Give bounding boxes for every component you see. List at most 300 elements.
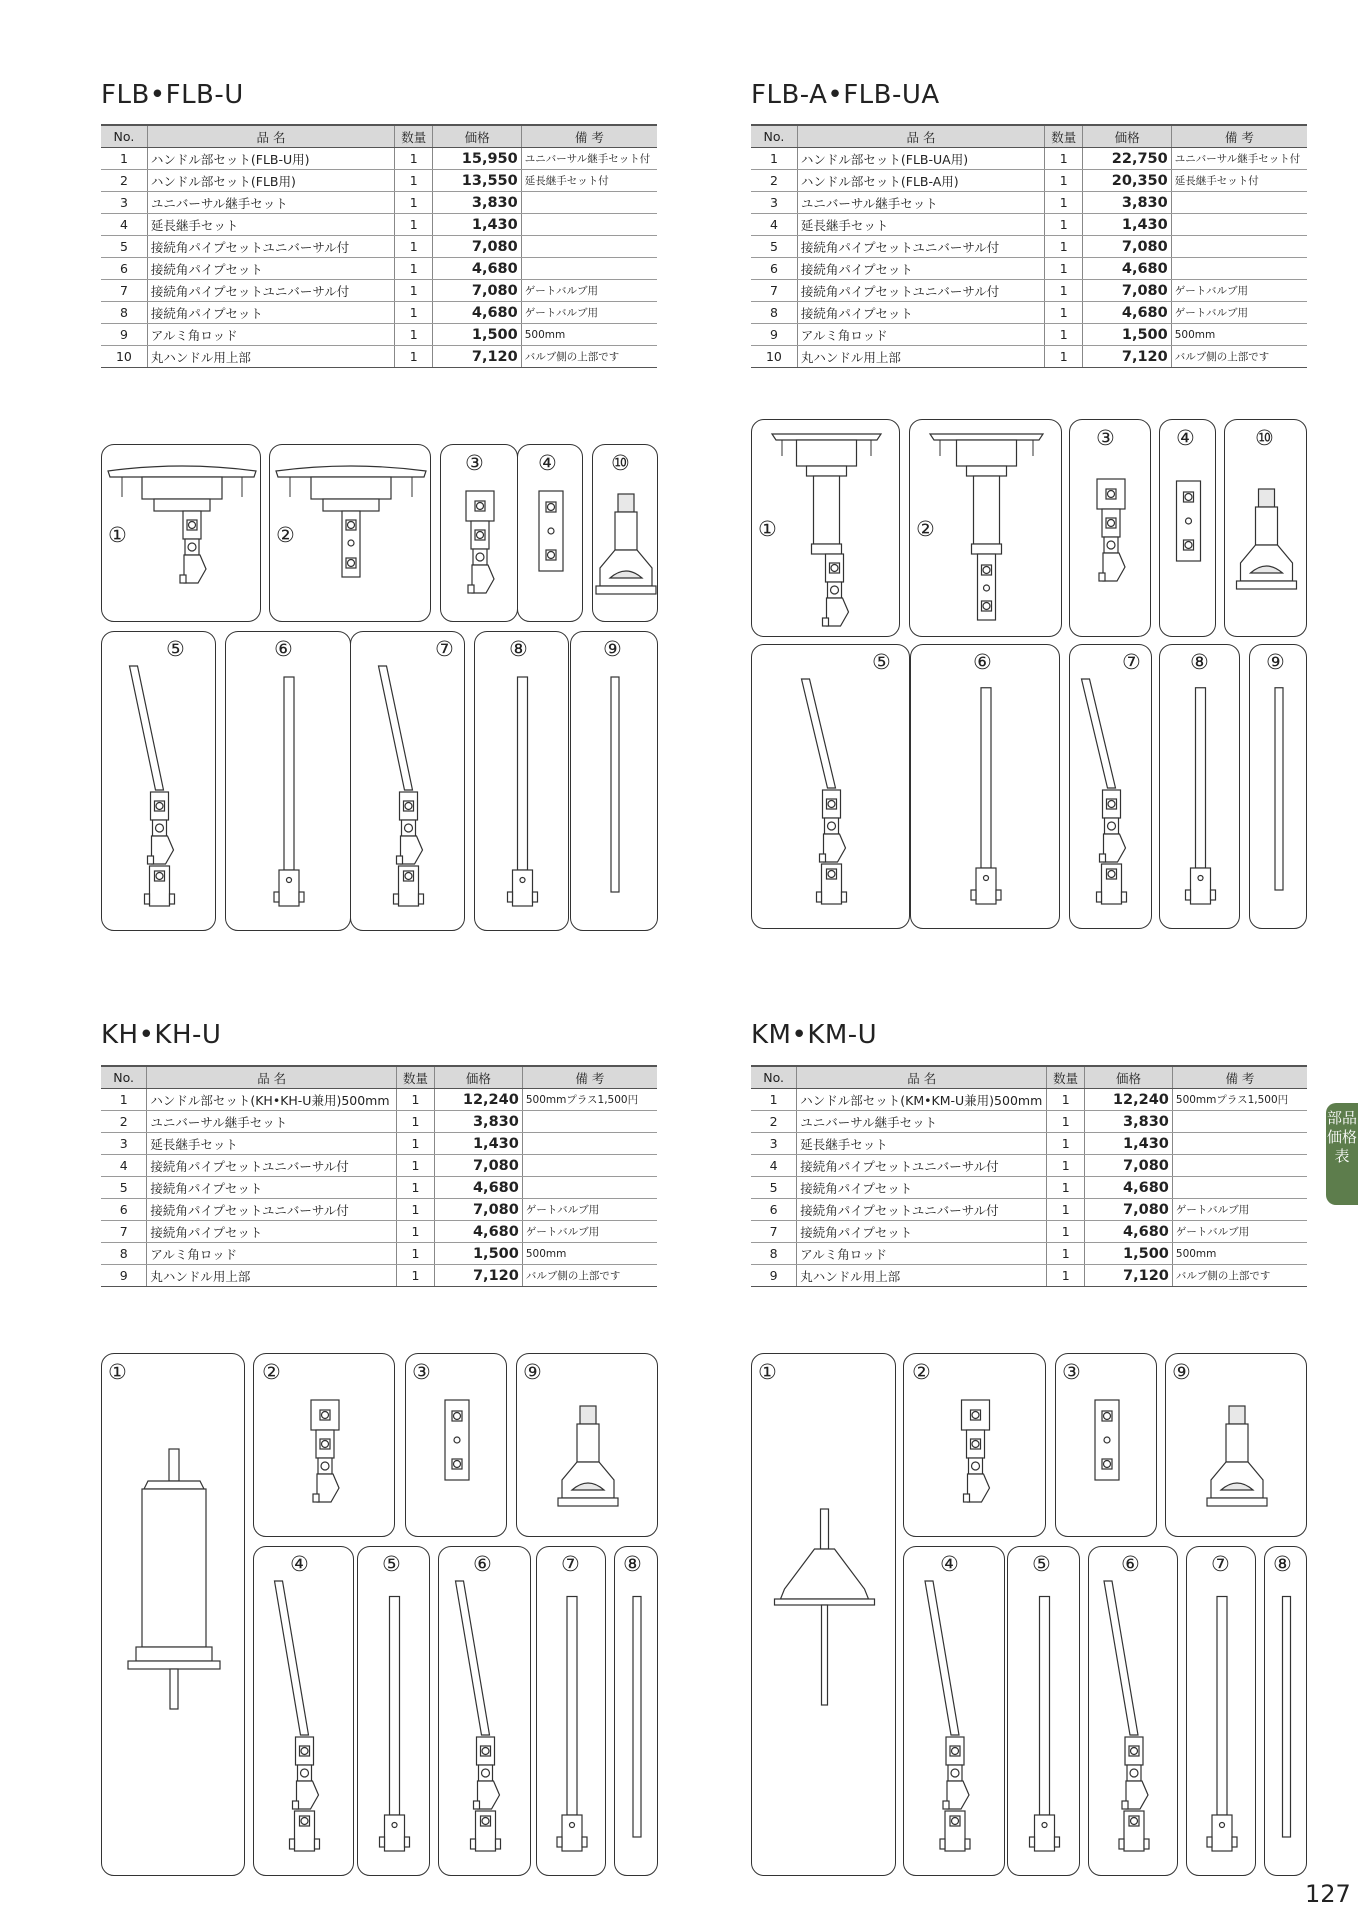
cell-price: 7,120	[1085, 1265, 1173, 1287]
cell-name: 接続角パイプセットユニバーサル付	[797, 1155, 1047, 1177]
cell-note	[1172, 1177, 1307, 1199]
part-number-label: ②	[276, 523, 295, 547]
part-number-label: ④	[1176, 426, 1195, 450]
part-number-label: ①	[108, 523, 127, 547]
cell-qty: 1	[1047, 1265, 1085, 1287]
cell-no: 9	[101, 324, 147, 346]
part-number-label: ⑦	[561, 1552, 580, 1576]
cell-name: ユニバーサル継手セット	[797, 1111, 1047, 1133]
cell-price: 1,500	[1083, 324, 1171, 346]
cell-qty: 1	[1047, 1243, 1085, 1265]
part-number-label: ⑥	[1121, 1552, 1140, 1576]
cell-price: 7,080	[435, 1199, 523, 1221]
cell-price: 1,430	[1083, 214, 1171, 236]
panel-part-10	[592, 444, 658, 622]
cell-name: アルミ角ロッド	[797, 324, 1044, 346]
column-header-no: No.	[751, 125, 797, 148]
table-row	[101, 346, 657, 368]
table-header	[751, 1066, 1307, 1089]
part-number-label: ④	[538, 451, 557, 475]
valve-top-drawing	[1225, 420, 1307, 637]
cell-note	[521, 214, 657, 236]
table-header	[751, 125, 1307, 148]
cell-no: 3	[751, 1133, 797, 1155]
handle-set-drawing	[752, 1354, 896, 1876]
cell-no: 6	[101, 1199, 147, 1221]
cell-qty: 1	[395, 324, 433, 346]
pipe-drawing	[226, 632, 351, 931]
cell-no: 4	[101, 1155, 147, 1177]
cell-price: 22,750	[1083, 148, 1171, 170]
cell-note	[1171, 214, 1307, 236]
cell-note: バルブ側の上部です	[1172, 1265, 1307, 1287]
panel-part-9	[516, 1353, 658, 1537]
cell-price: 1,430	[433, 214, 521, 236]
section-title-kh: KH•KH-U	[101, 1020, 222, 1050]
pipe-universal-drawing	[904, 1547, 1005, 1876]
cell-note	[522, 1133, 657, 1155]
column-header-no: No.	[751, 1066, 797, 1089]
cell-note	[521, 258, 657, 280]
cell-name: アルミ角ロッド	[797, 1243, 1047, 1265]
cell-no: 8	[101, 302, 147, 324]
cell-price: 12,240	[1085, 1089, 1173, 1111]
pipe-universal-drawing	[254, 1547, 354, 1876]
table-row	[751, 1177, 1307, 1199]
cell-price: 3,830	[1085, 1111, 1173, 1133]
cell-note: 500mm	[1172, 1243, 1307, 1265]
panel-part-8	[1159, 644, 1240, 929]
part-number-label: ⑥	[274, 637, 293, 661]
cell-no: 10	[101, 346, 147, 368]
cell-qty: 1	[1045, 214, 1083, 236]
cell-note: ゲートバルブ用	[1171, 280, 1307, 302]
cell-qty: 1	[1047, 1221, 1085, 1243]
cell-no: 5	[101, 236, 147, 258]
panel-part-4	[253, 1546, 354, 1876]
page-number: 127	[1305, 1880, 1351, 1908]
cell-no: 2	[101, 170, 147, 192]
cell-name: 接続角パイプセットユニバーサル付	[147, 236, 394, 258]
table-row	[101, 324, 657, 346]
cell-note: 500mm	[1171, 324, 1307, 346]
cell-price: 7,080	[433, 280, 521, 302]
panel-part-6	[225, 631, 351, 931]
cell-note: 延長継手セット付	[1171, 170, 1307, 192]
cell-price: 4,680	[1085, 1221, 1173, 1243]
cell-no: 10	[751, 346, 797, 368]
cell-price: 3,830	[435, 1111, 523, 1133]
cell-price: 7,120	[435, 1265, 523, 1287]
cell-no: 6	[101, 258, 147, 280]
cell-no: 3	[101, 1133, 147, 1155]
panel-part-3	[1055, 1353, 1157, 1537]
part-number-label: ⑧	[1273, 1552, 1292, 1576]
cell-name: 接続角パイプセット	[797, 302, 1044, 324]
cell-no: 8	[101, 1243, 147, 1265]
part-number-label: ⑥	[973, 650, 992, 674]
column-header-name: 品 名	[797, 125, 1044, 148]
cell-note	[521, 236, 657, 258]
panel-part-3	[1069, 419, 1151, 637]
panel-part-8	[474, 631, 569, 931]
part-number-label: ⑥	[473, 1552, 492, 1576]
panel-part-1	[751, 1353, 896, 1876]
cell-name: 接続角パイプセットユニバーサル付	[797, 236, 1044, 258]
panel-part-7	[536, 1546, 606, 1876]
cell-qty: 1	[395, 170, 433, 192]
cell-note: ユニバーサル継手セット付	[521, 148, 657, 170]
cell-note: 500mm	[521, 324, 657, 346]
table-row	[751, 1265, 1307, 1287]
cell-note: ユニバーサル継手セット付	[1171, 148, 1307, 170]
cell-no: 2	[101, 1111, 147, 1133]
cell-note: バルブ側の上部です	[1171, 346, 1307, 368]
pipe-universal-drawing	[752, 645, 910, 929]
part-number-label: ③	[1096, 426, 1115, 450]
cell-note: 500mm	[522, 1243, 657, 1265]
cell-price: 4,680	[1085, 1177, 1173, 1199]
table-header	[101, 1066, 657, 1089]
cell-note: ゲートバルブ用	[522, 1221, 657, 1243]
table-row	[101, 236, 657, 258]
cell-note	[1171, 192, 1307, 214]
table-row	[101, 1155, 657, 1177]
panel-part-4	[517, 444, 583, 622]
table-header	[101, 125, 657, 148]
cell-qty: 1	[1045, 236, 1083, 258]
panel-part-8	[614, 1546, 658, 1876]
table-row	[101, 192, 657, 214]
cell-note	[1172, 1111, 1307, 1133]
cell-note	[522, 1177, 657, 1199]
cell-name: 延長継手セット	[797, 1133, 1047, 1155]
side-tab-label: 部品価格表	[1326, 1109, 1357, 1165]
column-header-note: 備 考	[1172, 1066, 1307, 1089]
part-number-label: ④	[290, 1552, 309, 1576]
cell-qty: 1	[1047, 1133, 1085, 1155]
cell-name: 接続角パイプセットユニバーサル付	[147, 1199, 397, 1221]
panel-part-3	[440, 444, 518, 622]
cell-no: 8	[751, 1243, 797, 1265]
table-row	[101, 170, 657, 192]
handle-set-drawing	[270, 445, 431, 622]
panel-part-6	[438, 1546, 531, 1876]
cell-price: 7,120	[1083, 346, 1171, 368]
cell-qty: 1	[1045, 302, 1083, 324]
pipe-universal-drawing	[439, 1547, 531, 1876]
table-row	[101, 148, 657, 170]
panel-part-10	[1224, 419, 1307, 637]
cell-name: ハンドル部セット(FLB用)	[147, 170, 394, 192]
pipe-drawing	[1008, 1547, 1080, 1876]
cell-note: ゲートバルブ用	[521, 280, 657, 302]
table-row	[101, 302, 657, 324]
cell-name: 接続角パイプセットユニバーサル付	[147, 1155, 397, 1177]
part-number-label: ②	[912, 1360, 931, 1384]
table-row	[751, 1133, 1307, 1155]
table-row	[101, 258, 657, 280]
cell-price: 1,430	[435, 1133, 523, 1155]
cell-no: 7	[101, 280, 147, 302]
cell-name: 接続角パイプセット	[797, 258, 1044, 280]
cell-qty: 1	[395, 214, 433, 236]
table-row	[751, 302, 1307, 324]
cell-name: 接続角パイプセットユニバーサル付	[797, 1199, 1047, 1221]
panel-part-1	[101, 1353, 245, 1876]
cell-no: 7	[751, 280, 797, 302]
cell-no: 1	[101, 148, 147, 170]
part-number-label: ⑦	[1122, 650, 1141, 674]
rod-drawing	[1265, 1547, 1307, 1876]
cell-qty: 1	[395, 148, 433, 170]
cell-price: 4,680	[433, 302, 521, 324]
parts-table-flb-a	[751, 124, 1307, 368]
panel-part-6	[910, 644, 1060, 929]
universal-joint-drawing	[441, 445, 518, 622]
cell-qty: 1	[1047, 1199, 1085, 1221]
cell-qty: 1	[397, 1089, 435, 1111]
part-number-label: ④	[940, 1552, 959, 1576]
cell-name: 延長継手セット	[147, 214, 394, 236]
cell-no: 6	[751, 258, 797, 280]
cell-qty: 1	[397, 1177, 435, 1199]
panel-part-9	[1249, 644, 1307, 929]
cell-no: 1	[751, 148, 797, 170]
cell-no: 4	[101, 214, 147, 236]
cell-no: 9	[101, 1265, 147, 1287]
cell-note: ゲートバルブ用	[522, 1199, 657, 1221]
table-row	[751, 280, 1307, 302]
cell-qty: 1	[1045, 192, 1083, 214]
column-header-note: 備 考	[1171, 125, 1307, 148]
cell-qty: 1	[395, 258, 433, 280]
panel-part-1	[101, 444, 261, 622]
panel-part-4	[1159, 419, 1216, 637]
part-number-label: ⑤	[382, 1552, 401, 1576]
extension-joint-drawing	[406, 1354, 507, 1537]
cell-name: 接続角パイプセットユニバーサル付	[797, 280, 1044, 302]
column-header-note: 備 考	[521, 125, 657, 148]
cell-price: 7,120	[433, 346, 521, 368]
cell-price: 7,080	[1083, 236, 1171, 258]
panel-part-4	[903, 1546, 1005, 1876]
cell-price: 7,080	[1085, 1199, 1173, 1221]
table-row	[751, 346, 1307, 368]
cell-name: 丸ハンドル用上部	[147, 346, 394, 368]
cell-qty: 1	[1045, 170, 1083, 192]
cell-price: 1,500	[1085, 1243, 1173, 1265]
rod-drawing	[1250, 645, 1307, 929]
part-number-label: ⑧	[623, 1552, 642, 1576]
table-row	[751, 1199, 1307, 1221]
cell-qty: 1	[397, 1221, 435, 1243]
cell-price: 20,350	[1083, 170, 1171, 192]
panel-part-2	[903, 1353, 1046, 1537]
column-header-price: 価格	[1085, 1066, 1173, 1089]
table-row	[751, 148, 1307, 170]
table-row	[751, 1089, 1307, 1111]
table-row	[101, 280, 657, 302]
table-row	[101, 1199, 657, 1221]
cell-qty: 1	[397, 1155, 435, 1177]
table-row	[751, 170, 1307, 192]
column-header-qty: 数量	[395, 125, 433, 148]
cell-no: 5	[101, 1177, 147, 1199]
column-header-qty: 数量	[1045, 125, 1083, 148]
cell-note	[1171, 236, 1307, 258]
cell-name: 接続角パイプセットユニバーサル付	[147, 280, 394, 302]
column-header-no: No.	[101, 1066, 147, 1089]
part-number-label: ①	[758, 517, 777, 541]
cell-name: 延長継手セット	[147, 1133, 397, 1155]
parts-table-flb	[101, 124, 657, 368]
cell-qty: 1	[1047, 1111, 1085, 1133]
panel-part-5	[101, 631, 216, 931]
valve-top-drawing	[1166, 1354, 1307, 1537]
part-number-label: ⑨	[1172, 1360, 1191, 1384]
cell-qty: 1	[1045, 346, 1083, 368]
cell-qty: 1	[397, 1111, 435, 1133]
part-number-label: ⑨	[523, 1360, 542, 1384]
section-title-km: KM•KM-U	[751, 1020, 878, 1050]
pipe-drawing	[1160, 645, 1240, 929]
part-number-label: ⑤	[872, 650, 891, 674]
panel-part-5	[357, 1546, 430, 1876]
panel-part-2	[909, 419, 1062, 637]
cell-name: アルミ角ロッド	[147, 324, 394, 346]
table-row	[751, 258, 1307, 280]
cell-qty: 1	[395, 346, 433, 368]
cell-qty: 1	[395, 280, 433, 302]
cell-name: 丸ハンドル用上部	[797, 1265, 1047, 1287]
column-header-qty: 数量	[397, 1066, 435, 1089]
rod-drawing	[571, 632, 658, 931]
cell-no: 4	[751, 214, 797, 236]
cell-price: 7,080	[433, 236, 521, 258]
valve-top-drawing	[517, 1354, 658, 1537]
handle-set-drawing	[102, 1354, 245, 1876]
parts-table-kh	[101, 1065, 657, 1287]
column-header-note: 備 考	[522, 1066, 657, 1089]
parts-table-km	[751, 1065, 1307, 1287]
cell-no: 1	[101, 1089, 147, 1111]
cell-name: ハンドル部セット(KH•KH-U兼用)500mm	[147, 1089, 397, 1111]
cell-no: 3	[101, 192, 147, 214]
panel-part-5	[1007, 1546, 1080, 1876]
cell-qty: 1	[397, 1243, 435, 1265]
cell-price: 3,830	[433, 192, 521, 214]
part-number-label: ⑤	[166, 637, 185, 661]
part-number-label: ⑤	[1032, 1552, 1051, 1576]
column-header-price: 価格	[435, 1066, 523, 1089]
side-tab-parts-price-list[interactable]	[1326, 1103, 1358, 1205]
part-number-label: ⑧	[1190, 650, 1209, 674]
table-row	[101, 1243, 657, 1265]
table-row	[101, 214, 657, 236]
column-header-name: 品 名	[147, 125, 394, 148]
cell-note: ゲートバルブ用	[1171, 302, 1307, 324]
pipe-drawing	[475, 632, 569, 931]
cell-no: 5	[751, 1177, 797, 1199]
cell-name: 接続角パイプセット	[147, 258, 394, 280]
handle-set-drawing	[910, 420, 1062, 637]
cell-qty: 1	[1047, 1089, 1085, 1111]
panel-part-1	[751, 419, 900, 637]
table-row	[751, 1221, 1307, 1243]
cell-name: 接続角パイプセット	[797, 1221, 1047, 1243]
column-header-price: 価格	[433, 125, 521, 148]
universal-joint-drawing	[254, 1354, 395, 1537]
cell-note	[1172, 1155, 1307, 1177]
cell-name: 接続角パイプセット	[147, 1177, 397, 1199]
cell-no: 1	[751, 1089, 797, 1111]
table-row	[101, 1177, 657, 1199]
cell-qty: 1	[397, 1265, 435, 1287]
part-number-label: ⑨	[1266, 650, 1285, 674]
handle-set-drawing	[752, 420, 900, 637]
cell-name: 接続角パイプセット	[797, 1177, 1047, 1199]
table-row	[751, 236, 1307, 258]
cell-price: 13,550	[433, 170, 521, 192]
cell-qty: 1	[395, 302, 433, 324]
cell-price: 4,680	[1083, 258, 1171, 280]
cell-name: ハンドル部セット(FLB-UA用)	[797, 148, 1044, 170]
pipe-drawing	[537, 1547, 606, 1876]
pipe-universal-drawing	[102, 632, 216, 931]
cell-qty: 1	[1047, 1155, 1085, 1177]
cell-note: 延長継手セット付	[521, 170, 657, 192]
cell-no: 3	[751, 192, 797, 214]
cell-note	[522, 1155, 657, 1177]
column-header-price: 価格	[1083, 125, 1171, 148]
column-header-name: 品 名	[797, 1066, 1047, 1089]
cell-note	[1172, 1133, 1307, 1155]
cell-no: 4	[751, 1155, 797, 1177]
table-row	[751, 1243, 1307, 1265]
cell-price: 4,680	[435, 1177, 523, 1199]
pipe-drawing	[358, 1547, 430, 1876]
panel-part-7	[350, 631, 465, 931]
cell-qty: 1	[1045, 280, 1083, 302]
pipe-universal-drawing	[351, 632, 465, 931]
column-header-no: No.	[101, 125, 147, 148]
pipe-drawing	[911, 645, 1060, 929]
cell-price: 7,080	[1085, 1155, 1173, 1177]
cell-price: 1,430	[1085, 1133, 1173, 1155]
extension-joint-drawing	[1160, 420, 1216, 637]
cell-no: 7	[101, 1221, 147, 1243]
cell-price: 15,950	[433, 148, 521, 170]
cell-price: 7,080	[1083, 280, 1171, 302]
part-number-label: ①	[758, 1360, 777, 1384]
valve-top-drawing	[593, 445, 658, 622]
cell-qty: 1	[395, 192, 433, 214]
universal-joint-drawing	[1070, 420, 1151, 637]
section-title-flb-a: FLB-A•FLB-UA	[751, 80, 940, 110]
table-row	[751, 324, 1307, 346]
cell-qty: 1	[397, 1199, 435, 1221]
cell-no: 7	[751, 1221, 797, 1243]
cell-qty: 1	[1045, 324, 1083, 346]
panel-part-2	[253, 1353, 395, 1537]
section-title-flb: FLB•FLB-U	[101, 80, 244, 110]
column-header-qty: 数量	[1047, 1066, 1085, 1089]
part-number-label: ②	[262, 1360, 281, 1384]
cell-note: バルブ側の上部です	[521, 346, 657, 368]
cell-name: 延長継手セット	[797, 214, 1044, 236]
cell-price: 3,830	[1083, 192, 1171, 214]
